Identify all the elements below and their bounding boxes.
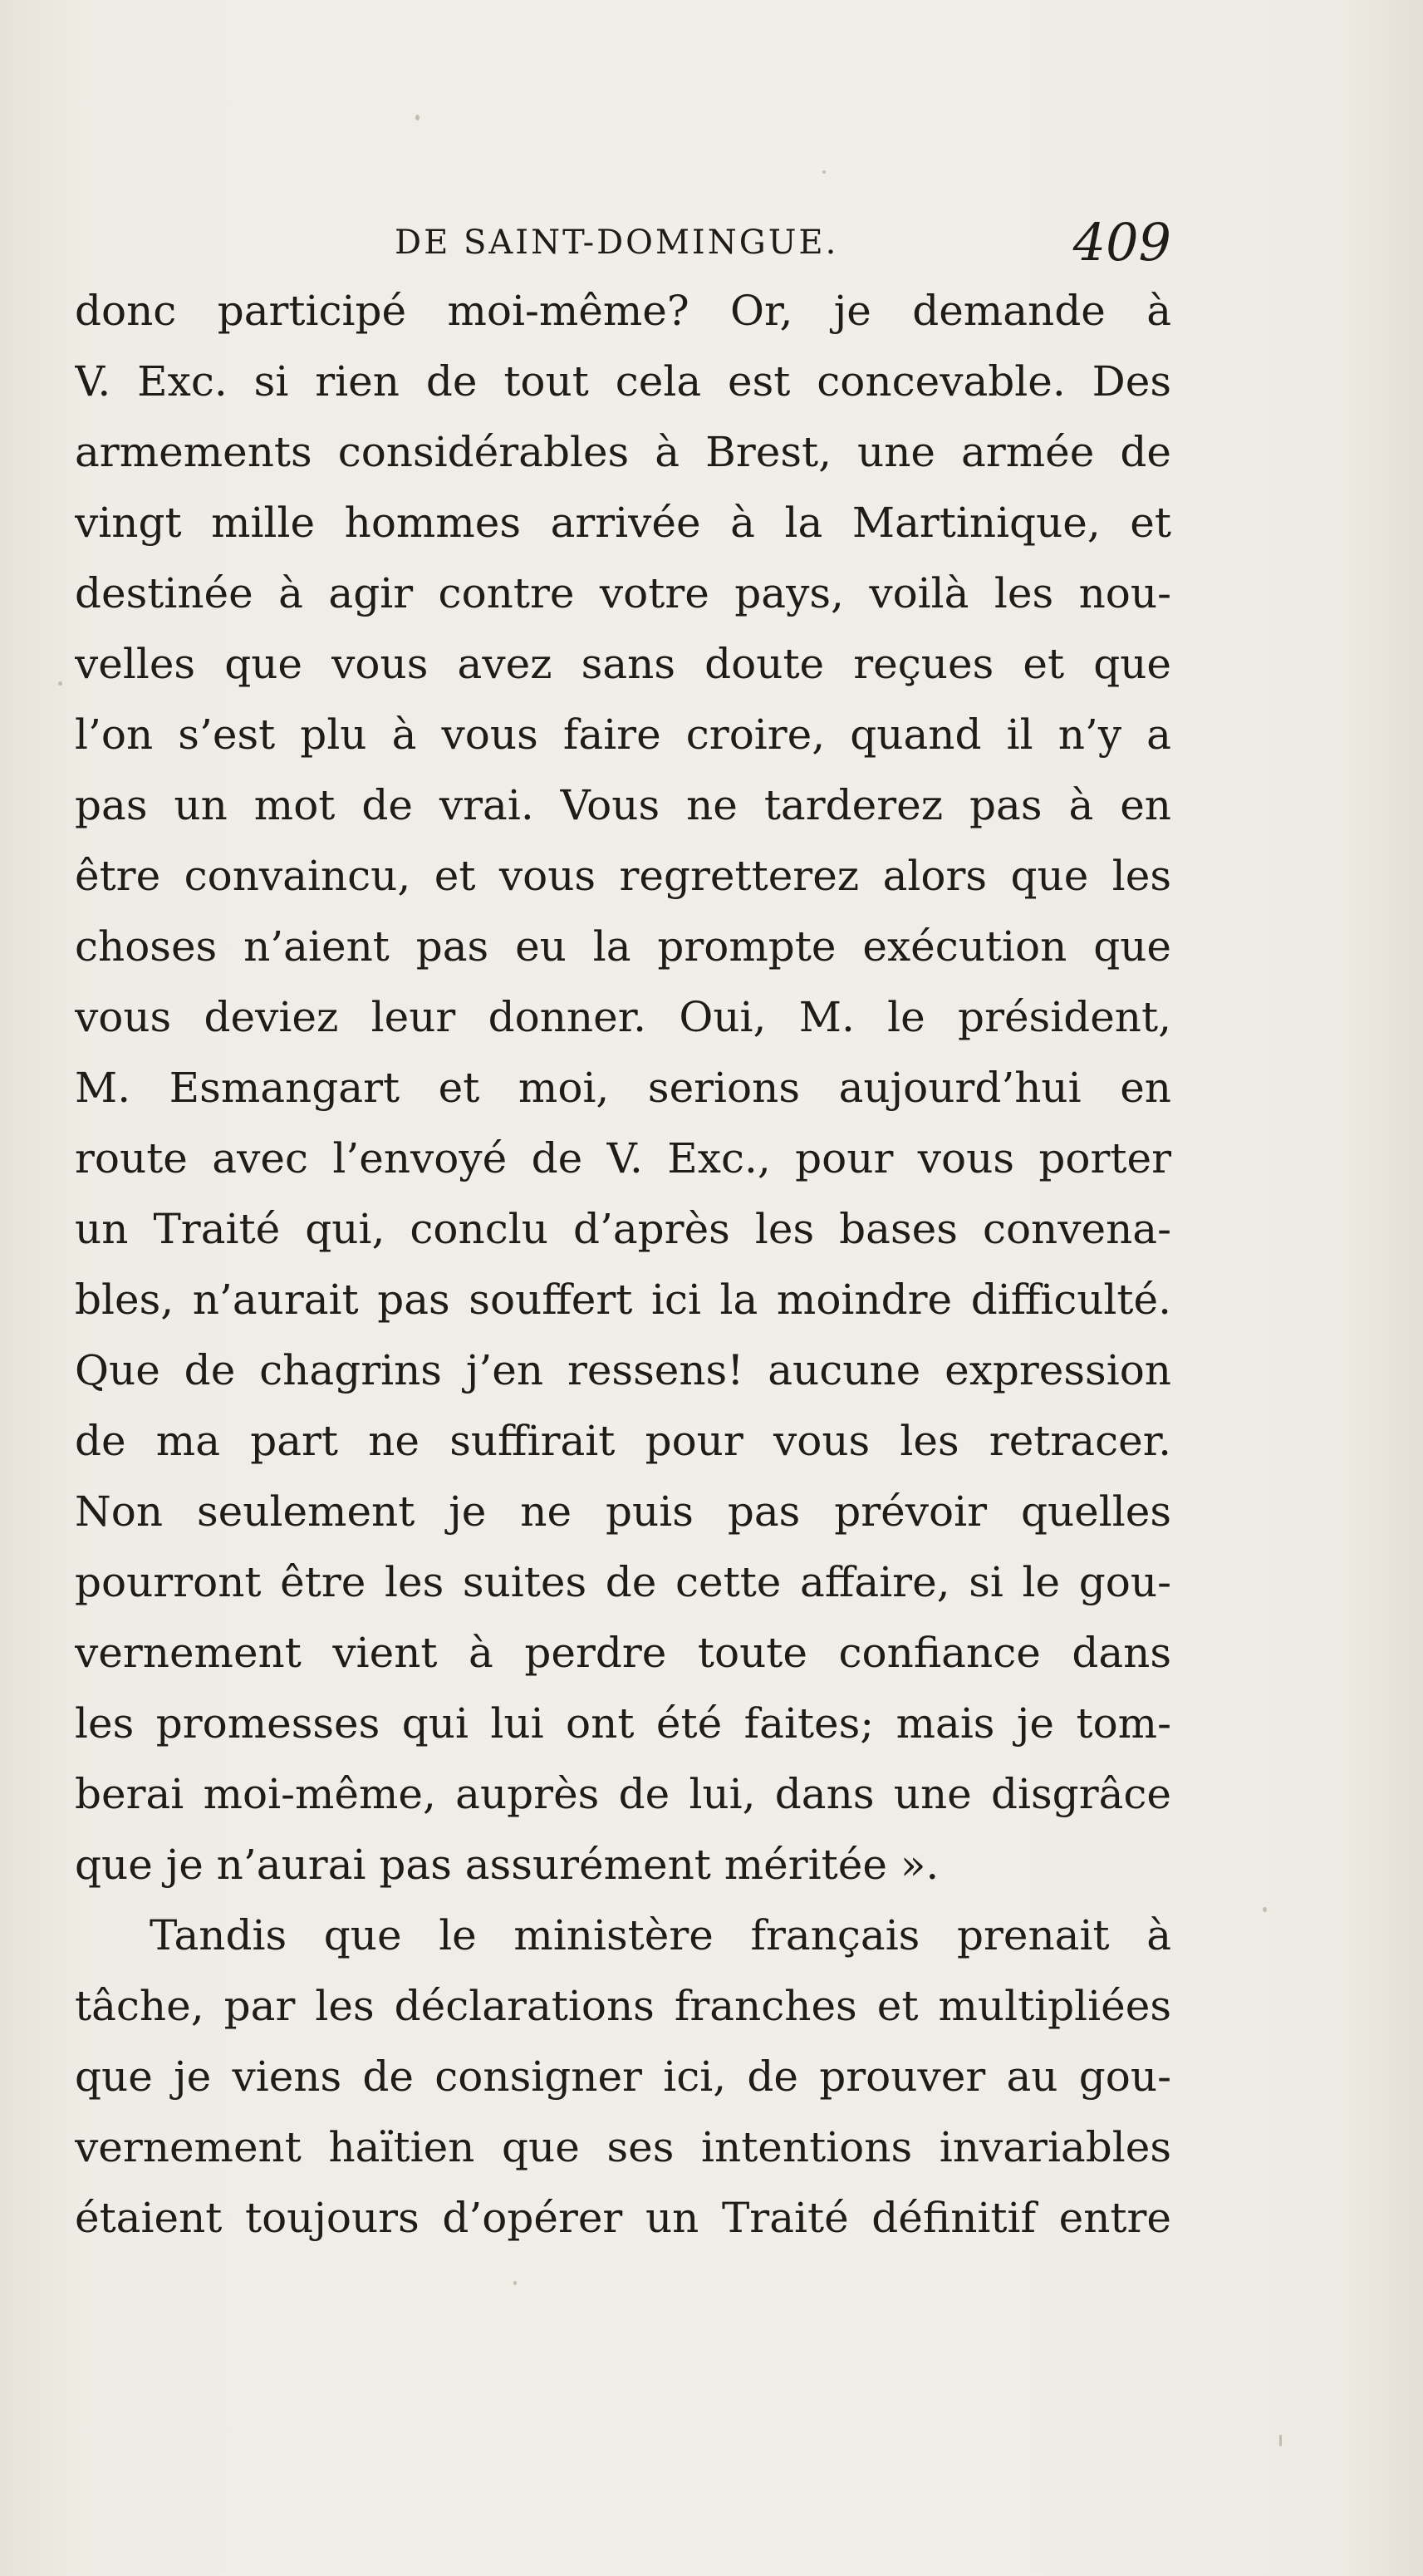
text-line: être convaincu, et vous regretterez alors que les bbox=[75, 852, 1171, 900]
text-line: choses n’aient pas eu la prompte exécution que bbox=[75, 922, 1171, 971]
paper-speck bbox=[415, 115, 420, 120]
text-line: Non seulement je ne puis pas prévoir quelles bbox=[75, 1487, 1171, 1536]
paper-speck bbox=[1279, 2435, 1282, 2446]
paper-speck bbox=[513, 2281, 517, 2285]
paper-speck bbox=[1263, 1907, 1267, 1912]
paragraph-start-line: Tandis que le ministère français prenait à bbox=[150, 1911, 1171, 1959]
text-line: vous deviez leur donner. Oui, M. le président, bbox=[75, 993, 1171, 1041]
text-line: route avec l’envoyé de V. Exc., pour vous porter bbox=[75, 1134, 1171, 1182]
text-line: vingt mille hommes arrivée à la Martinique, et bbox=[75, 499, 1171, 547]
running-head bbox=[75, 212, 1171, 278]
text-line: velles que vous avez sans doute reçues et que bbox=[75, 640, 1171, 688]
text-line: que je viens de consigner ici, de prouver au gou- bbox=[75, 2052, 1171, 2101]
text-line: Que de chagrins j’en ressens! aucune expression bbox=[75, 1346, 1171, 1394]
text-line: armements considérables à Brest, une armée de bbox=[75, 428, 1171, 476]
text-line: étaient toujours d’opérer un Traité définitif entre bbox=[75, 2194, 1171, 2242]
text-line: destinée à agir contre votre pays, voilà les nou- bbox=[75, 569, 1171, 617]
paper-speck bbox=[58, 681, 62, 686]
text-line: de ma part ne suffirait pour vous les retracer. bbox=[75, 1417, 1171, 1465]
text-line: vernement vient à perdre toute confiance dans bbox=[75, 1629, 1171, 1677]
text-line: les promesses qui lui ont été faites; mais je tom- bbox=[75, 1699, 1171, 1748]
text-line: donc participé moi-même? Or, je demande à bbox=[75, 287, 1171, 335]
text-line: l’on s’est plu à vous faire croire, quand il n’y a bbox=[75, 710, 1171, 759]
text-line: M. Esmangart et moi, serions aujourd’hui en bbox=[75, 1064, 1171, 1112]
running-title: DE SAINT-DOMINGUE. bbox=[395, 224, 839, 262]
text-line: berai moi-même, auprès de lui, dans une disgrâce bbox=[75, 1770, 1171, 1818]
text-line: pourront être les suites de cette affaire, si le gou- bbox=[75, 1558, 1171, 1606]
text-line: vernement haïtien que ses intentions invariables bbox=[75, 2123, 1171, 2171]
text-line: bles, n’aurait pas souffert ici la moindre difficulté. bbox=[75, 1276, 1171, 1324]
text-line: un Traité qui, conclu d’après les bases convena- bbox=[75, 1205, 1171, 1253]
text-line: tâche, par les déclarations franches et multipliées bbox=[75, 1982, 1171, 2030]
body-text bbox=[75, 276, 1171, 2254]
page-number: 409 bbox=[1072, 212, 1171, 273]
paper-speck bbox=[822, 170, 826, 174]
text-line: pas un mot de vrai. Vous ne tarderez pas à en bbox=[75, 781, 1171, 829]
text-line: V. Exc. si rien de tout cela est concevable. Des bbox=[75, 357, 1171, 406]
paragraph-end-line: que je n’aurai pas assurément méritée ». bbox=[75, 1841, 940, 1889]
